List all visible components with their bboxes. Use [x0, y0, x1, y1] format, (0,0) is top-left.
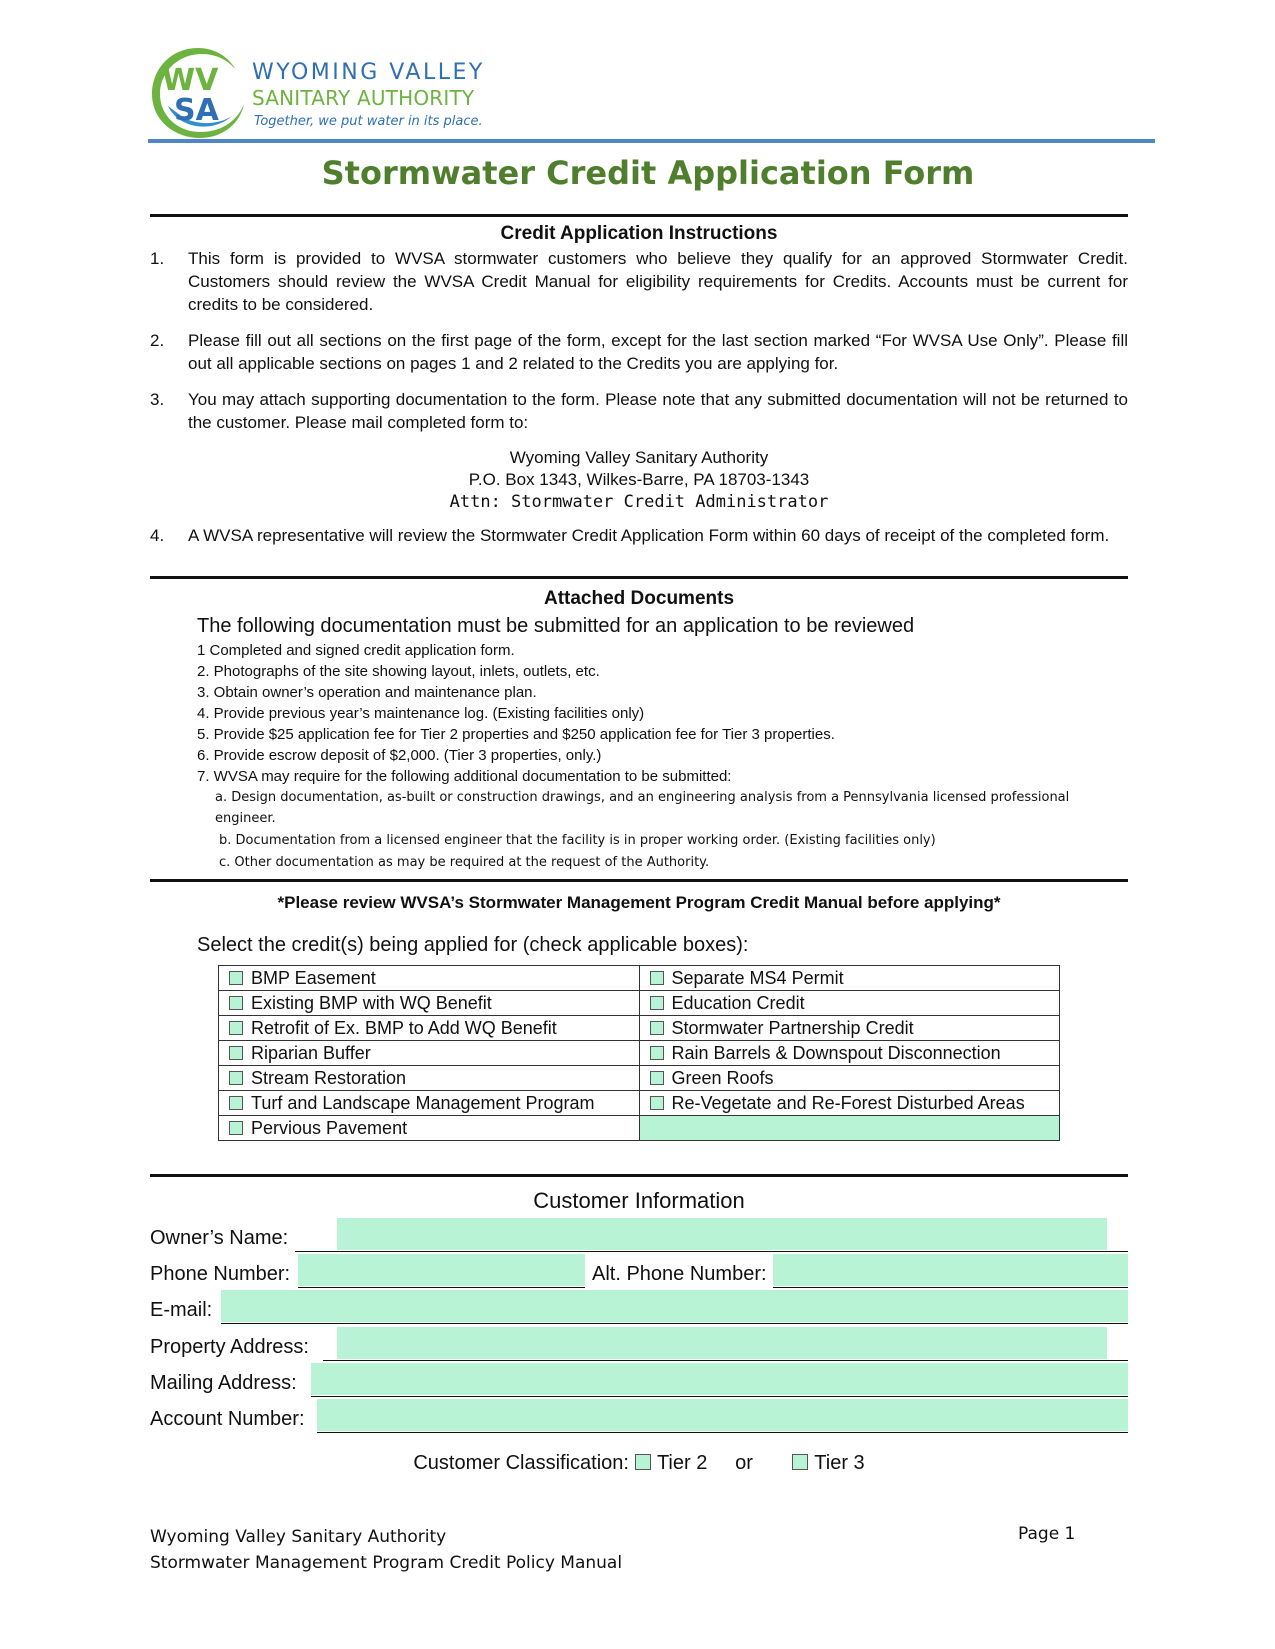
instruction-item — [150, 329, 1128, 375]
table-row — [219, 991, 1060, 1016]
logo-letters-bottom: SA — [174, 93, 219, 128]
section-divider — [150, 214, 1128, 217]
list-item: 3. Obtain owner’s operation and maintenance plan. — [197, 684, 537, 701]
checkbox-icon[interactable] — [229, 1071, 243, 1085]
instruction-item — [150, 524, 1128, 547]
org-name-line2: SANITARY AUTHORITY — [252, 86, 475, 110]
phone-number-field[interactable] — [298, 1254, 585, 1286]
header-divider — [148, 139, 1155, 143]
checkbox-icon[interactable] — [229, 1096, 243, 1110]
credit-option[interactable] — [219, 1066, 640, 1091]
address-line-3: Attn: Stormwater Credit Administrator — [449, 492, 829, 512]
credit-option[interactable] — [639, 1091, 1060, 1116]
account-number-label: Account Number: — [150, 1408, 305, 1430]
credit-label: Re-Vegetate and Re-Forest Disturbed Areas — [671, 1092, 1025, 1113]
instruction-number: 4. — [150, 526, 165, 545]
instructions-heading: Credit Application Instructions — [500, 223, 778, 244]
review-notice: *Please review WVSA’s Stormwater Management Program Credit Manual before applying* — [277, 893, 1001, 912]
table-row — [219, 1091, 1060, 1116]
list-item: 1 Completed and signed credit application form. — [197, 642, 515, 659]
attached-heading: Attached Documents — [543, 588, 735, 609]
or-label: or — [735, 1452, 753, 1474]
customer-info-heading: Customer Information — [533, 1188, 745, 1213]
credit-option[interactable] — [639, 966, 1060, 991]
address-line-2: P.O. Box 1343, Wilkes-Barre, PA 18703-1343 — [468, 470, 810, 489]
alt-phone-field[interactable] — [773, 1254, 1128, 1286]
credit-option[interactable] — [639, 1041, 1060, 1066]
checkbox-icon[interactable] — [650, 1046, 664, 1060]
checkbox-icon[interactable] — [650, 996, 664, 1010]
checkbox-icon[interactable] — [229, 1021, 243, 1035]
instruction-text: Please fill out all sections on the first page of the form, except for the last section marked “For WVSA Use Only”. Please fill out all applicable sections on pages 1 and 2 related to the Credits you are applying for. — [188, 331, 1128, 373]
credit-label: Riparian Buffer — [251, 1042, 371, 1063]
table-row — [219, 1066, 1060, 1091]
mailing-address-row — [150, 1365, 1128, 1397]
credit-option[interactable] — [219, 1091, 640, 1116]
table-row — [219, 1041, 1060, 1066]
field-underline — [295, 1251, 1128, 1253]
credit-option[interactable] — [639, 1066, 1060, 1091]
tier3-checkbox-icon[interactable] — [792, 1454, 808, 1470]
credit-label: BMP Easement — [251, 967, 376, 988]
credits-lead: Select the credit(s) being applied for (check applicable boxes): — [197, 934, 749, 956]
instruction-text: You may attach supporting documentation to the form. Please note that any submitted documentation will not be returned to the customer. Please mail completed form to: — [188, 390, 1128, 432]
list-item: 6. Provide escrow deposit of $2,000. (Tier 3 properties, only.) — [197, 747, 602, 764]
instruction-text: A WVSA representative will review the Stormwater Credit Application Form within 60 days of receipt of the completed form. — [188, 526, 1110, 545]
logo-letters-top: WV — [162, 63, 219, 98]
property-address-row — [150, 1329, 1128, 1361]
owner-name-field[interactable] — [337, 1218, 1107, 1250]
sub-list-item: a. Design documentation, as-built or construction drawings, and an engineering analysis from a Pennsylvania licensed professional engineer. — [215, 790, 1070, 826]
wvsa-logo — [148, 42, 508, 142]
customer-classification — [150, 1452, 1128, 1475]
credit-label: Green Roofs — [671, 1067, 774, 1088]
credit-option[interactable] — [639, 991, 1060, 1016]
checkbox-icon[interactable] — [229, 971, 243, 985]
credit-label: Retrofit of Ex. BMP to Add WQ Benefit — [251, 1017, 557, 1038]
owner-name-row — [150, 1220, 1128, 1252]
instruction-number: 2. — [150, 331, 165, 350]
credit-option[interactable] — [219, 966, 640, 991]
tier2-label: Tier 2 — [656, 1452, 708, 1474]
field-underline — [311, 1396, 1128, 1398]
list-item: 7. WVSA may require for the following additional documentation to be submitted: — [197, 768, 732, 785]
credit-label: Turf and Landscape Management Program — [251, 1092, 595, 1113]
mailing-address-label: Mailing Address: — [150, 1372, 297, 1394]
org-tagline: Together, we put water in its place. — [254, 114, 483, 129]
table-row — [219, 1016, 1060, 1041]
list-item: 4. Provide previous year’s maintenance log. (Existing facilities only) — [197, 705, 645, 722]
field-underline — [221, 1323, 1128, 1325]
footer-line-1: Wyoming Valley Sanitary Authority — [150, 1527, 447, 1547]
credit-label: Existing BMP with WQ Benefit — [251, 992, 492, 1013]
checkbox-icon[interactable] — [229, 996, 243, 1010]
credit-option[interactable] — [219, 1016, 640, 1041]
credit-label: Rain Barrels & Downspout Disconnection — [671, 1042, 1001, 1063]
account-number-field[interactable] — [317, 1399, 1128, 1431]
credit-label: Pervious Pavement — [251, 1117, 408, 1138]
phone-row — [150, 1256, 1128, 1288]
section-divider — [150, 879, 1128, 882]
credit-option[interactable] — [219, 1116, 640, 1141]
page-number: Page 1 — [1018, 1524, 1076, 1544]
email-label: E-mail: — [150, 1299, 213, 1321]
attached-lead: The following documentation must be submitted for an application to be reviewed — [197, 615, 915, 637]
instruction-number: 3. — [150, 390, 165, 409]
field-underline — [317, 1432, 1128, 1434]
checkbox-icon[interactable] — [229, 1121, 243, 1135]
tier2-checkbox-icon[interactable] — [635, 1454, 651, 1470]
owner-name-label: Owner’s Name: — [150, 1227, 289, 1249]
mailing-address-block — [150, 447, 1128, 513]
credit-option[interactable] — [219, 991, 640, 1016]
table-row — [219, 966, 1060, 991]
classification-label: Customer Classification: — [413, 1452, 629, 1474]
section-divider — [150, 576, 1128, 579]
page-title: Stormwater Credit Application Form — [321, 154, 975, 192]
field-underline — [298, 1287, 585, 1289]
email-field[interactable] — [221, 1290, 1128, 1322]
tier3-label: Tier 3 — [814, 1452, 865, 1474]
credit-option[interactable] — [639, 1016, 1060, 1041]
phone-number-label: Phone Number: — [150, 1263, 291, 1285]
instruction-number: 1. — [150, 249, 165, 268]
credit-label: Stream Restoration — [251, 1067, 407, 1088]
wvsa-logo-mark-icon — [148, 44, 248, 140]
checkbox-icon[interactable] — [650, 1071, 664, 1085]
sub-list-item: b. Documentation from a licensed engineer that the facility is in proper working order. (Existing facilities only) — [219, 833, 936, 848]
property-address-label: Property Address: — [150, 1336, 309, 1358]
instruction-item — [150, 247, 1128, 316]
credits-table — [218, 965, 1060, 1141]
checkbox-icon[interactable] — [650, 1021, 664, 1035]
alt-phone-label: Alt. Phone Number: — [592, 1263, 767, 1285]
credit-other-field[interactable] — [639, 1116, 1060, 1141]
list-item: 5. Provide $25 application fee for Tier 2 properties and $250 application fee for Tier 3 properties. — [197, 726, 835, 743]
credit-option[interactable] — [219, 1041, 640, 1066]
field-underline — [323, 1360, 1128, 1362]
checkbox-icon[interactable] — [229, 1046, 243, 1060]
checkbox-icon[interactable] — [650, 971, 664, 985]
mailing-address-field[interactable] — [311, 1363, 1128, 1395]
footer — [150, 1524, 622, 1576]
credit-label: Education Credit — [671, 992, 805, 1013]
account-number-row — [150, 1401, 1128, 1433]
property-address-field[interactable] — [337, 1327, 1107, 1359]
org-name-line1: WYOMING VALLEY — [252, 60, 485, 85]
list-item: 2. Photographs of the site showing layout, inlets, outlets, etc. — [197, 663, 600, 680]
sub-list-item: c. Other documentation as may be required at the request of the Authority. — [219, 855, 710, 870]
credit-label: Separate MS4 Permit — [671, 967, 844, 988]
section-divider — [150, 1174, 1128, 1177]
field-underline — [773, 1287, 1128, 1289]
checkbox-icon[interactable] — [650, 1096, 664, 1110]
address-line-1: Wyoming Valley Sanitary Authority — [509, 448, 769, 467]
email-row — [150, 1292, 1128, 1324]
table-row — [219, 1116, 1060, 1141]
footer-line-2: Stormwater Management Program Credit Policy Manual — [150, 1553, 623, 1573]
attached-list — [197, 640, 1117, 787]
credit-label: Stormwater Partnership Credit — [671, 1017, 914, 1038]
instruction-item — [150, 388, 1128, 434]
instruction-text: This form is provided to WVSA stormwater customers who believe they qualify for an approved Stormwater Credit. Customers should review the WVSA Credit Manual for eligibility requirements for Credits. Accounts must be current for credits to be considered. — [188, 249, 1128, 314]
